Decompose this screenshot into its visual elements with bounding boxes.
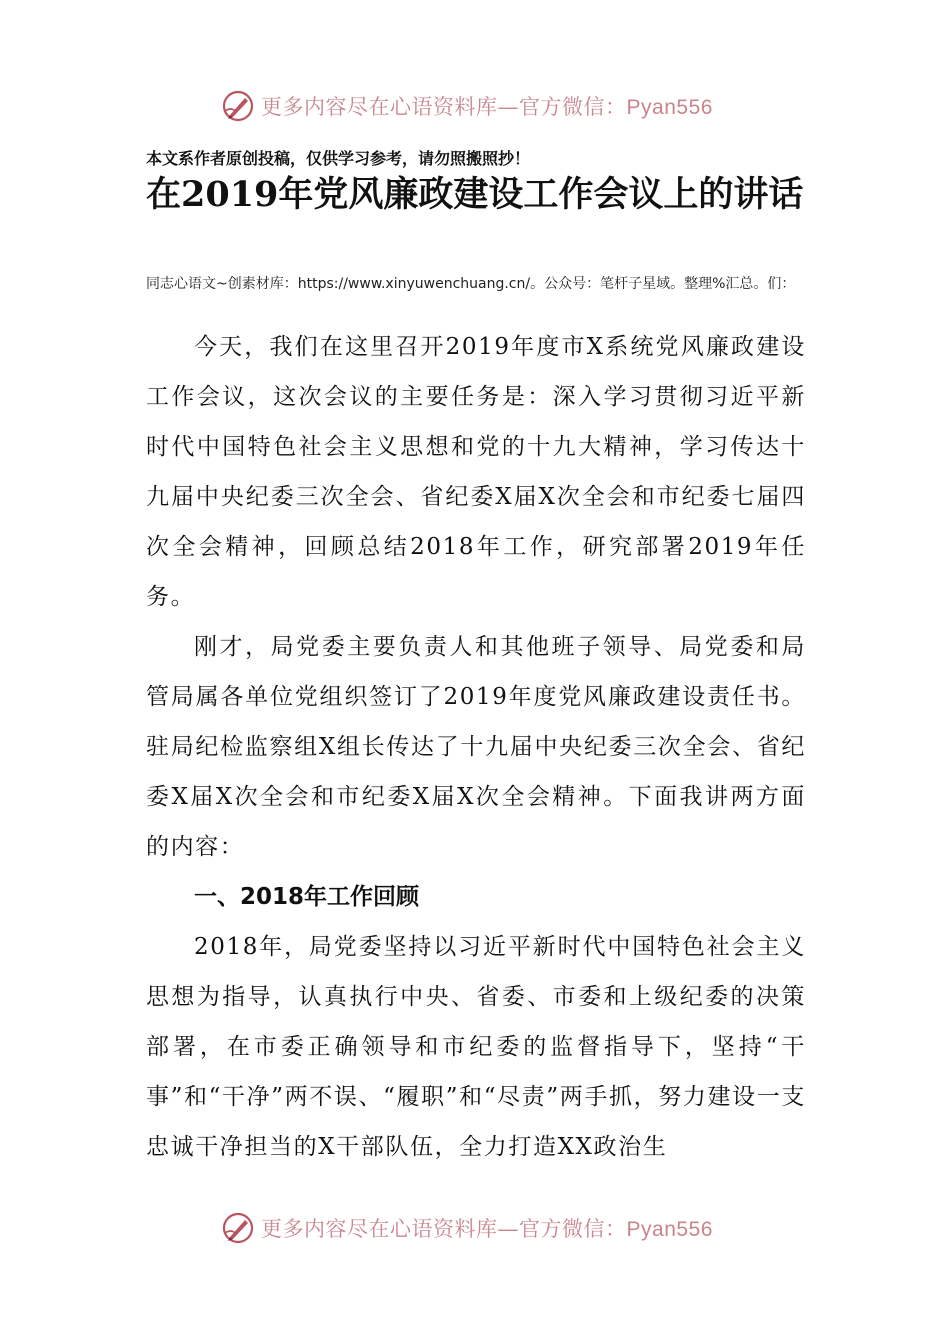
watermark-banner-top <box>0 86 950 126</box>
body-paragraph: 今天，我们在这里召开2019年度市X系统党风廉政建设工作会议，这次会议的主要任务是：深入学习贯彻习近平新时代中国特色社会主义思想和党的十九大精神，学习传达十九届中央纪委三次全会、省纪委X届X次全会和市纪委七届四次全会精神，回顾总结2018年工作，研究部署2019年任务。 <box>146 334 806 610</box>
watermark-text: 更多内容尽在心语资料库—官方微信：Pyan556 <box>261 95 713 119</box>
document-body <box>146 322 806 1172</box>
source-line: 同志心语文~创素材库：https://www.xinyuwenchuang.cn/。公众号：笔杆子星域。整理%汇总。们： <box>146 276 796 292</box>
section-heading: 一、2018年工作回顾 <box>194 884 420 910</box>
page-title: 在2019年党风廉政建设工作会议上的讲话 <box>146 174 804 215</box>
body-paragraph: 刚才，局党委主要负责人和其他班子领导、局党委和局管局属各单位党组织签订了2019年度党风廉政建设责任书。驻局纪检监察组X组长传达了十九届中央纪委三次全会、省纪委X届X次全会和市纪委X届X次全会精神。下面我讲两方面的内容： <box>146 634 806 860</box>
watermark-banner-bottom <box>0 1208 950 1248</box>
body-paragraph: 2018年，局党委坚持以习近平新时代中国特色社会主义思想为指导，认真执行中央、省委、市委和上级纪委的决策部署，在市委正确领导和市纪委的监督指导下，坚持“干事”和“干净”两不误、“履职”和“尽责”两手抓，努力建设一支忠诚干净担当的X干部队伍，全力打造XX政治生 <box>146 934 806 1160</box>
watermark-text: 更多内容尽在心语资料库—官方微信：Pyan556 <box>261 1217 713 1241</box>
copyright-notice: 本文系作者原创投稿，仅供学习参考，请勿照搬照抄！ <box>146 149 531 168</box>
pen-logo-icon <box>221 89 255 123</box>
pen-logo-icon <box>221 1211 255 1245</box>
